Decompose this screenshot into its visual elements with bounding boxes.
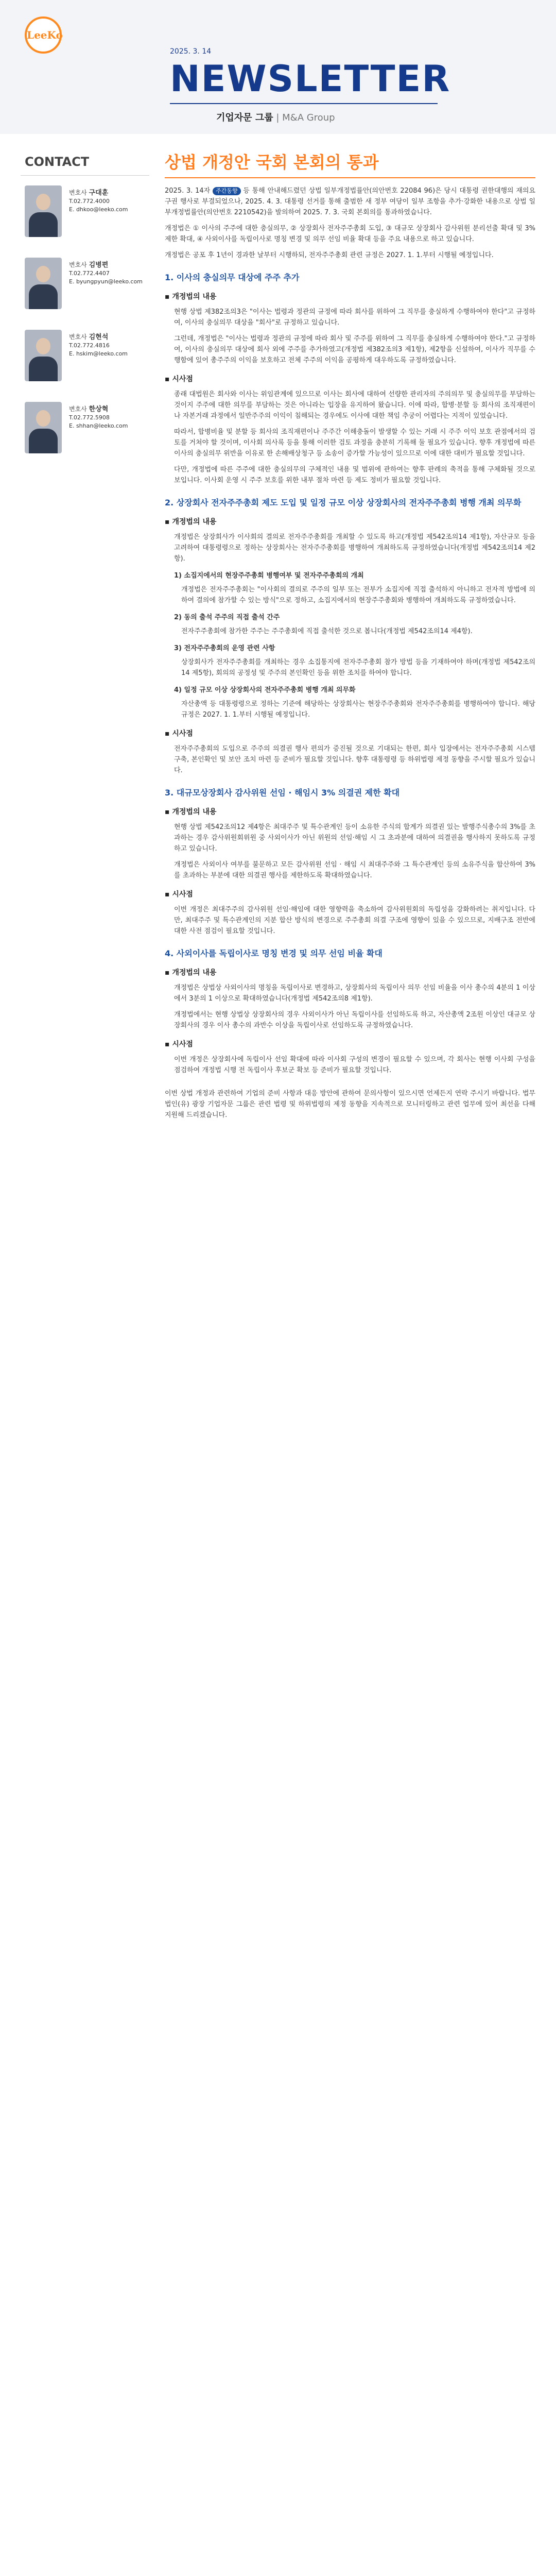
contact-tel: T.02.772.4407: [69, 270, 110, 277]
contact-email[interactable]: E. dhkoo@leeko.com: [69, 206, 128, 213]
contact-tel: T.02.772.4816: [69, 342, 110, 349]
closing-paragraph: 이번 상법 개정과 관련하여 기업의 준비 사항과 대응 방안에 관하여 문의사항이 있으시면 언제든지 연락 주시기 바랍니다. 법무법인(유) 광장 기업자문 그룹은 관련 법령 및 하위법령의 제정 동향을 지속적으로 모니터링하고 관련 업무에 있어 최선을 다해 지원해 드리겠습니다.: [165, 1090, 535, 1119]
contact-email[interactable]: E. shhan@leeko.com: [69, 422, 128, 429]
contact-heading: CONTACT: [25, 155, 90, 169]
avatar: [25, 258, 62, 309]
header-divider: [170, 103, 438, 104]
leeko-logo: LeeKo: [25, 16, 62, 54]
paragraph: 전자주주총회에 참가한 주주는 주주총회에 직접 출석한 것으로 봅니다(개정법 제542조의14 제4항).: [181, 628, 473, 635]
group-right: M&A Group: [282, 112, 335, 123]
title-divider: [165, 177, 535, 178]
intro-paragraph: [165, 185, 535, 218]
contact-email[interactable]: E. byungpyun@leeko.com: [69, 278, 143, 285]
newsletter-title: NEWSLETTER: [170, 58, 451, 100]
contact-tel: T.02.772.4000: [69, 198, 110, 205]
subsection-heading: ▪ 개정법의 내용: [165, 517, 535, 528]
paragraph: 개정법은 상법상 사외이사의 명칭을 독립이사로 변경하고, 상장회사의 독립이사 의무 선임 비율을 이사 총수의 4분의 1 이상에서 3분의 1 이상으로 확대하였습니다(개정법 제542조의8 제1항).: [174, 984, 535, 1003]
contact-card: [25, 185, 148, 252]
contact-role: 변호사: [69, 333, 89, 341]
contact-name: 김병편: [89, 261, 109, 269]
contact-card: [25, 330, 148, 397]
newsletter-header: [0, 0, 556, 134]
contact-name: 한상혁: [89, 405, 109, 413]
paragraph: 개정법은 상장회사가 이사회의 결의로 전자주주총회를 개최할 수 있도록 하고(개정법 제542조의14 제1항), 자산규모 등을 고려하여 대통령령으로 정하는 상장회사는 전자주주총회를 병행하여 개최하도록 규정하였습니다(개정법 제542조의14 제2항).: [174, 533, 535, 563]
paragraph: 개정법에서는 현행 상법상 상장회사의 경우 사외이사가 아닌 독립이사를 선임하도록 하고, 자산총액 2조원 이상인 대규모 상장회사의 경우 이사 총수의 과반수 이상을 독립이사로 선임하도록 규정하였습니다.: [174, 1011, 535, 1029]
group-label: [216, 110, 335, 124]
contact-tel: T.02.772.5908: [69, 414, 110, 421]
contact-name: 구대훈: [89, 189, 109, 197]
subsection-heading: ▪ 시사점: [165, 728, 535, 739]
paragraph: 개정법은 사외이사 여부를 불문하고 모든 감사위원 선임 · 해임 시 최대주주와 그 특수관계인 등의 소유주식을 합산하여 3%를 초과하는 부분에 대한 의결권 행사를 제한하도록 확대하였습니다.: [174, 861, 535, 879]
subsection-heading: ▪ 시사점: [165, 889, 535, 900]
article-body: [165, 185, 535, 1126]
paragraph: 자산총액 등 대통령령으로 정하는 기준에 해당하는 상장회사는 현장주주총회와 전자주주총회를 병행하여야 합니다. 해당 규정은 2027. 1. 1.부터 시행될 예정입니다.: [181, 700, 535, 719]
section-heading: 2. 상장회사 전자주주총회 제도 도입 및 일정 규모 이상 상장회사의 전자주주총회 병행 개최 의무화: [165, 498, 522, 507]
contact-role: 변호사: [69, 189, 89, 196]
paragraph: 상장회사가 전자주주총회를 개최하는 경우 소집통지에 전자주주총회 참가 방법 등을 기재하여야 하며(개정법 제542조의14 제5항), 회의의 공정성 및 주주의 본인확인 등을 위한 조치를 하여야 합니다.: [181, 658, 535, 677]
contact-role: 변호사: [69, 261, 89, 268]
contact-divider: [21, 175, 149, 176]
subsection-heading: ▪ 개정법의 내용: [165, 807, 535, 818]
paragraph: 개정법은 전자주주총회는 "이사회의 결의로 주주의 일부 또는 전부가 소집지에 직접 출석하지 아니하고 전자적 방법에 의하여 결의에 참가할 수 있는 방식"으로 정하고, 소집지에서의 현장주주총회와 병행하여 개최하도록 규정하였습니다.: [181, 586, 535, 604]
section-heading: 4. 사외이사를 독립이사로 명칭 변경 및 의무 선임 비율 확대: [165, 948, 383, 958]
item-heading: 1) 소집지에서의 현장주주총회 병행여부 및 전자주주총회의 개최: [174, 572, 364, 580]
subsection-heading: ▪ 개정법의 내용: [165, 292, 535, 302]
item-heading: 2) 동의 출석 주주의 직접 출석 간주: [174, 614, 280, 621]
article-title: 상법 개정안 국회 본회의 통과: [165, 152, 379, 172]
item-heading: 3) 전자주주총회의 운영 관련 사항: [174, 645, 275, 652]
avatar: [25, 185, 62, 237]
paragraph: 이번 개정은 상장회사에 독립이사 선임 확대에 따라 이사회 구성의 변경이 필요할 수 있으며, 각 회사는 현행 이사회 구성을 점검하여 개정법 시행 전 독립이사 후보군 확보 등 준비가 필요할 것입니다.: [174, 1056, 535, 1074]
paragraph: 현행 상법 제382조의3은 "이사는 법령과 정관의 규정에 따라 회사를 위하여 그 직무를 충실하게 수행하여야 한다"고 규정하여, 이사의 충실의무 대상을 "회사"로 규정하고 있습니다.: [174, 308, 535, 327]
intro-text: 2025. 3. 14자: [165, 187, 213, 195]
contact-name: 김현석: [89, 333, 109, 341]
subsection-heading: ▪ 개정법의 내용: [165, 968, 535, 978]
contact-card: [25, 402, 148, 469]
issue-date: 2025. 3. 14: [170, 47, 212, 56]
avatar: [25, 330, 62, 381]
item-heading: 4) 일정 규모 이상 상장회사의 전자주주총회 병행 개최 의무화: [174, 686, 356, 694]
contact-role: 변호사: [69, 405, 89, 413]
group-left: 기업자문 그룹: [216, 112, 273, 123]
paragraph: 현행 상법 제542조의12 제4항은 최대주주 및 특수관계인 등이 소유한 주식의 합계가 의결권 있는 발행주식총수의 3%를 초과하는 경우 감사위원회위원 중 사외이사가 아닌 위원의 선임·해임 시 그 초과분에 대하여 의결권을 행사하지 못하도록 규정하고 있습니다.: [174, 823, 535, 853]
subsection-heading: ▪ 시사점: [165, 374, 535, 385]
weekly-badge[interactable]: 주간동향: [213, 187, 241, 195]
section-heading: 1. 이사의 충실의무 대상에 주주 추가: [165, 273, 300, 282]
paragraph: 전자주주총회의 도입으로 주주의 의결권 행사 편의가 증진될 것으로 기대되는 한편, 회사 입장에서는 전자주주총회 시스템 구축, 본인확인 및 보안 조치 마련 등 준비가 필요할 것입니다. 향후 대통령령 등 하위법령 제정 동향을 주시할 필요가 있습니다.: [174, 745, 535, 774]
group-separator: |: [273, 112, 283, 123]
paragraph: 따라서, 합병비율 및 분할 등 회사의 조직재편이나 주주간 이해충돌이 발생할 수 있는 거래 시 주주 이익 보호 관점에서의 검토를 거쳐야 할 것이며, 이사회 의사록 등을 통해 이러한 검토 과정을 충분히 기록해 둘 필요가 있습니다. 향후 개정법에 따른 이사의 충실의무 위반을 이유로 한 손해배상청구 등 소송이 증가할 가능성이 있으므로 이에 대한 대비가 필요할 것입니다.: [174, 428, 535, 457]
contact-card: [25, 258, 148, 325]
avatar: [25, 402, 62, 453]
intro-paragraph: 개정법은 ① 이사의 주주에 대한 충실의무, ② 상장회사 전자주주총회 도입, ③ 대규모 상장회사 감사위원 분리선출 확대 및 3% 제한 확대, ④ 사외이사를 독립이사로 명칭 변경 및 의무 선임 비율 확대 등을 주요 내용으로 하고 있습니다.: [165, 225, 535, 243]
paragraph: 다만, 개정법에 따른 주주에 대한 충실의무의 구체적인 내용 및 범위에 관하여는 향후 판례의 축적을 통해 구체화될 것으로 보입니다. 이사회 운영 시 주주 보호를 위한 내부 절차 마련 등 제도 정비가 필요할 것입니다.: [174, 466, 535, 484]
paragraph: 종래 대법원은 회사와 이사는 위임관계에 있으므로 이사는 회사에 대하여 선량한 관리자의 주의의무 및 충실의무를 부담하는 것이지 주주에 대한 의무를 부담하는 것은 아니라는 입장을 유지하여 왔습니다. 이에 따라, 합병·분할 등 회사의 조직재편이나 자본거래 과정에서 일반주주의 이익이 침해되는 경우에도 이사에 대한 책임 추궁이 어렵다는 지적이 있었습니다.: [174, 391, 535, 420]
paragraph: 그런데, 개정법은 "이사는 법령과 정관의 규정에 따라 회사 및 주주를 위하여 그 직무를 충실하게 수행하여야 한다."고 규정하여, 이사의 충실의무 대상에 회사 외에 주주를 추가하였고(개정법 제382조의3 제1항), 제2항을 신설하여, 이사가 직무를 수행함에 있어 총주주의 이익을 보호하고 전체 주주의 이익을 공평하게 대우하도록 규정하였습니다.: [174, 335, 535, 364]
intro-paragraph: 개정법은 공포 후 1년이 경과한 날부터 시행하되, 전자주주총회 관련 규정은 2027. 1. 1.부터 시행될 예정입니다.: [165, 251, 494, 259]
contact-email[interactable]: E. hskim@leeko.com: [69, 350, 128, 357]
intro-text: 등 통해 안내해드렸던 상법 일부개정법률안(의안번호 22084 96)은 당시 대통령 권한대행의 재의요구권 행사로 부결되었으나, 2025. 4. 3. 대통령 선거를 통해 출범한 새 정부 여당이 일부 조항을 추가·강화한 내용으로 상법 일부개정법률안(의안번호 2210542)을 발의하여 2025. 7. 3. 국회 본회의를 통과하였습니다.: [165, 187, 535, 216]
section-heading: 3. 대규모상장회사 감사위원 선임 · 해임시 3% 의결권 제한 확대: [165, 788, 400, 798]
subsection-heading: ▪ 시사점: [165, 1039, 535, 1050]
paragraph: 이번 개정은 최대주주의 감사위원 선임·해임에 대한 영향력을 축소하여 감사위원회의 독립성을 강화하려는 취지입니다. 다만, 최대주주 및 특수관계인의 지분 합산 방식의 변경으로 주주총회 의결 구조에 영향이 있을 수 있으므로, 지배구조 전반에 대한 사전 점검이 필요할 것입니다.: [174, 906, 535, 935]
